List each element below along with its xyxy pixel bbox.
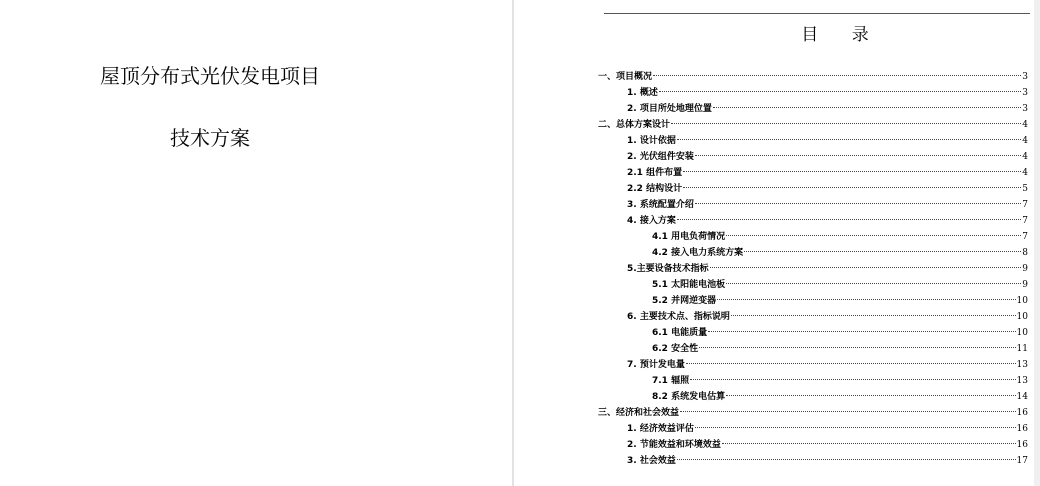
toc-entry-page: 13 [1016,376,1028,386]
toc-entry-label: 一、项目概况 [598,72,653,82]
cover-page [0,0,512,486]
toc-entry-page: 7 [1022,200,1028,210]
toc-leader-dots [659,91,1021,92]
toc-leader-dots [710,267,1022,268]
toc-entry-label: 2. 光伏组件安装 [627,152,694,162]
toc-leader-dots [699,347,1015,348]
toc-entry-page: 7 [1022,216,1028,226]
toc-entry-page: 3 [1022,104,1028,114]
toc-entry[interactable] [598,165,1028,181]
toc-list [598,69,1028,469]
toc-entry[interactable] [598,277,1028,293]
toc-entry-label: 三、经济和社会效益 [598,408,680,418]
toc-entry-page: 8 [1022,248,1028,258]
toc-entry[interactable] [598,197,1028,213]
toc-entry-label: 6.2 安全性 [652,344,699,354]
toc-entry[interactable] [598,437,1028,453]
toc-leader-dots [726,283,1021,284]
toc-entry-page: 17 [1016,456,1028,466]
toc-entry[interactable] [598,325,1028,341]
toc-entry-page: 4 [1022,152,1028,162]
toc-entry-label: 8.2 系统发电估算 [652,392,726,402]
toc-entry-page: 11 [1016,344,1028,354]
toc-entry[interactable] [598,229,1028,245]
toc-entry[interactable] [598,149,1028,165]
toc-entry-label: 6. 主要技术点、指标说明 [627,312,730,322]
toc-entry[interactable] [598,421,1028,437]
toc-entry-page: 10 [1016,312,1028,322]
toc-entry[interactable] [598,341,1028,357]
toc-leader-dots [726,235,1021,236]
toc-entry[interactable] [598,293,1028,309]
toc-entry-label: 二、总体方案设计 [598,120,671,130]
toc-entry-label: 4.2 接入电力系统方案 [652,248,744,258]
toc-entry[interactable] [598,213,1028,229]
toc-entry[interactable] [598,373,1028,389]
toc-leader-dots [677,139,1021,140]
toc-entry[interactable] [598,245,1028,261]
toc-entry-page: 4 [1022,168,1028,178]
toc-entry-label: 6.1 电能质量 [652,328,708,338]
toc-leader-dots [686,363,1016,364]
header-rule [604,13,1030,14]
toc-entry-page: 9 [1022,264,1028,274]
toc-leader-dots [708,331,1015,332]
toc-entry-label: 5.1 太阳能电池板 [652,280,726,290]
toc-entry-page: 3 [1022,88,1028,98]
toc-entry-page: 9 [1022,280,1028,290]
toc-leader-dots [695,427,1016,428]
toc-entry[interactable] [598,389,1028,405]
toc-entry-label: 4. 接入方案 [627,216,676,226]
toc-entry-label: 1. 经济效益评估 [627,424,694,434]
toc-leader-dots [726,395,1015,396]
toc-leader-dots [677,219,1021,220]
toc-entry[interactable] [598,101,1028,117]
toc-leader-dots [677,459,1016,460]
toc-entry[interactable] [598,117,1028,133]
toc-entry-label: 3. 系统配置介绍 [627,200,694,210]
toc-entry-label: 1. 概述 [627,88,658,98]
toc-entry-label: 7.1 辐照 [652,376,690,386]
toc-entry-page: 3 [1022,72,1028,82]
toc-entry-page: 16 [1016,408,1028,418]
toc-leader-dots [653,75,1021,76]
toc-leader-dots [695,155,1021,156]
toc-entry-label: 3. 社会效益 [627,456,676,466]
toc-entry-page: 16 [1016,440,1028,450]
cover-title-line1: 屋顶分布式光伏发电项目 [100,64,320,88]
toc-page [514,0,1040,486]
toc-leader-dots [695,203,1021,204]
toc-entry[interactable] [598,405,1028,421]
toc-entry-page: 4 [1022,136,1028,146]
toc-entry[interactable] [598,453,1028,469]
toc-entry[interactable] [598,357,1028,373]
toc-entry-label: 5.2 并网逆变器 [652,296,717,306]
toc-title: 目 录 [801,25,883,45]
toc-leader-dots [690,379,1015,380]
cover-title-line2: 技术方案 [170,126,250,150]
toc-leader-dots [683,187,1021,188]
toc-entry[interactable] [598,85,1028,101]
toc-leader-dots [680,411,1016,412]
toc-entry-page: 10 [1016,328,1028,338]
toc-entry[interactable] [598,133,1028,149]
toc-entry-page: 13 [1016,360,1028,370]
scrollbar[interactable] [1034,0,1040,486]
toc-leader-dots [731,315,1016,316]
toc-entry-label: 2.1 组件布置 [627,168,683,178]
toc-entry-label: 2.2 结构设计 [627,184,683,194]
toc-entry-page: 7 [1022,232,1028,242]
toc-leader-dots [713,107,1021,108]
toc-entry[interactable] [598,69,1028,85]
toc-entry-page: 5 [1022,184,1028,194]
toc-leader-dots [671,123,1021,124]
toc-entry[interactable] [598,309,1028,325]
toc-entry[interactable] [598,261,1028,277]
toc-entry-label: 4.1 用电负荷情况 [652,232,726,242]
toc-entry-label: 5.主要设备技术指标 [627,264,709,274]
toc-leader-dots [744,251,1021,252]
toc-leader-dots [722,443,1016,444]
toc-entry-page: 14 [1016,392,1028,402]
toc-leader-dots [683,171,1021,172]
toc-leader-dots [717,299,1015,300]
toc-entry[interactable] [598,181,1028,197]
toc-entry-page: 10 [1016,296,1028,306]
toc-entry-label: 2. 项目所处地理位置 [627,104,712,114]
toc-entry-label: 1. 设计依据 [627,136,676,146]
toc-entry-page: 16 [1016,424,1028,434]
toc-entry-page: 4 [1022,120,1028,130]
toc-entry-label: 2. 节能效益和环境效益 [627,440,721,450]
toc-entry-label: 7. 预计发电量 [627,360,685,370]
